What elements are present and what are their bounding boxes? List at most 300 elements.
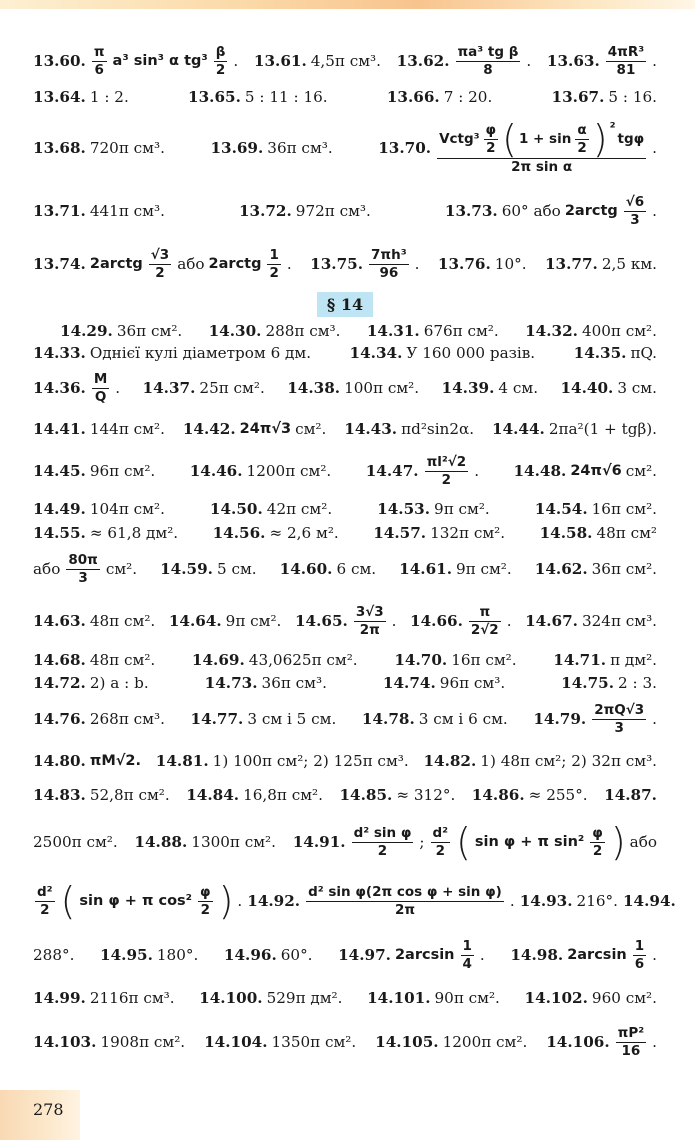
denominator: 3 <box>78 569 88 586</box>
answer-text: 60° або <box>501 202 561 220</box>
answer-number: 13.66. <box>386 88 440 106</box>
answer-text: 1) 100π см²; 2) 125π см³. <box>212 752 409 770</box>
answer-number: 14.46. <box>189 462 243 480</box>
punct: . <box>652 710 657 728</box>
numerator: d² sin φ(2π cos φ + sin φ) <box>308 883 502 900</box>
answer-line <box>33 648 657 672</box>
answer-14-60 <box>280 560 377 578</box>
denominator: 2 <box>486 139 496 156</box>
answer-line <box>33 40 657 82</box>
answer-number: 14.43. <box>344 420 398 438</box>
answer-text: 1 : 2. <box>89 88 129 106</box>
fraction <box>92 371 109 406</box>
answer-line <box>33 364 657 412</box>
denominator: 2 <box>40 901 50 918</box>
answer-14-87 <box>604 786 657 804</box>
denominator: Q <box>94 388 107 405</box>
answer-14-30 <box>209 322 341 340</box>
denominator: 2 <box>200 901 211 918</box>
answer-14-37 <box>143 379 265 397</box>
answer-14-69 <box>192 651 358 669</box>
answer-number: 14.36. <box>33 379 86 397</box>
answer-14-61 <box>399 560 512 578</box>
answer-text: 36π см². <box>591 560 657 578</box>
answer-number: 14.57. <box>373 524 427 542</box>
answer-14-62 <box>535 560 657 578</box>
answer-number: 14.64. <box>168 612 222 630</box>
answer-14-97 <box>338 938 485 973</box>
answer-number: 13.69. <box>210 139 264 157</box>
answer-line <box>33 1016 657 1068</box>
answer-14-94-cont <box>33 946 74 964</box>
denominator: 16 <box>621 1042 641 1059</box>
formula-text: πM√2. <box>89 753 142 769</box>
answer-number: 14.40. <box>560 379 614 397</box>
answer-line <box>33 522 657 544</box>
answer-text: 1200π см². <box>246 462 332 480</box>
answer-14-64 <box>169 612 282 630</box>
answer-text: 60°. <box>280 946 313 964</box>
answer-number: 14.83. <box>33 786 86 804</box>
answer-text: 7 : 20. <box>443 88 493 106</box>
fraction <box>575 122 588 157</box>
answer-number: 13.73. <box>444 202 498 220</box>
numerator: β <box>215 43 226 60</box>
punct: . <box>652 202 657 220</box>
answer-14-33 <box>33 344 311 362</box>
answer-number: 13.70. <box>378 139 432 157</box>
answer-number: 14.56. <box>212 524 266 542</box>
answer-text: 9π см². <box>434 500 490 518</box>
formula-text: sin φ + π sin² <box>474 834 585 850</box>
answer-text: ≈ 2,6 м². <box>269 524 339 542</box>
punct: . <box>652 1033 657 1051</box>
formula-text: 1 + sin <box>518 130 572 147</box>
answer-number: 14.99. <box>33 989 86 1007</box>
answer-number: 14.61. <box>399 560 453 578</box>
answer-13-62 <box>397 44 532 79</box>
answer-13-72 <box>239 202 371 220</box>
answer-text: πd²sin2α. <box>401 420 475 438</box>
answer-text: 1350π см². <box>271 1033 357 1051</box>
answer-14-102 <box>525 989 657 1007</box>
answer-number: 14.71. <box>553 651 607 669</box>
answer-text: 216°. <box>576 892 618 910</box>
fraction <box>425 454 469 489</box>
answer-number: 13.68. <box>33 139 86 157</box>
answer-text: см². <box>295 420 327 438</box>
denominator: 2π <box>359 621 380 638</box>
fraction <box>590 825 605 860</box>
answer-line <box>33 930 657 980</box>
punct: . <box>237 892 243 910</box>
answer-14-91-cont <box>33 879 243 923</box>
answer-14-80 <box>33 752 141 770</box>
denominator: 3 <box>614 719 624 736</box>
answer-13-69 <box>210 139 332 157</box>
answer-text: 5 : 16. <box>608 88 657 106</box>
answer-text: 16,8π см². <box>243 786 323 804</box>
answer-line <box>33 446 657 496</box>
answer-13-73 <box>445 194 657 229</box>
answer-number: 14.80. <box>33 752 86 770</box>
answer-line <box>33 320 657 342</box>
answer-14-96 <box>224 946 313 964</box>
answer-number: 14.77. <box>190 710 244 728</box>
answer-text: 1200π см². <box>442 1033 528 1051</box>
answer-text: 9π см². <box>225 612 282 630</box>
punct: . <box>479 946 485 964</box>
answer-text: 96π см². <box>89 462 156 480</box>
top-decorative-bar <box>0 0 695 9</box>
fraction <box>352 825 414 860</box>
answer-text: 288°. <box>33 946 75 964</box>
numerator: 2πQ√3 <box>594 701 645 718</box>
answer-13-75 <box>310 247 419 282</box>
answer-text: 100π см². <box>344 379 420 397</box>
answer-14-39 <box>442 379 539 397</box>
numerator: α <box>577 121 587 138</box>
answer-number: 13.75. <box>310 255 364 273</box>
answer-text: 16π см². <box>451 651 517 669</box>
answer-text: ≈ 255°. <box>528 786 588 804</box>
answer-number: 14.81. <box>155 752 209 770</box>
answer-14-104 <box>204 1033 356 1051</box>
paren-right: ) <box>218 879 234 923</box>
answers-content <box>33 40 676 1068</box>
answer-13-65 <box>188 88 328 106</box>
answer-14-77 <box>191 710 337 728</box>
page-number: 278 <box>33 1100 64 1119</box>
answer-number: 14.41. <box>33 420 86 438</box>
answer-number: 13.74. <box>33 255 86 273</box>
answer-text: ≈ 61,8 дм². <box>89 524 179 542</box>
numerator: d² sin φ <box>353 824 412 841</box>
answer-13-63 <box>547 44 657 79</box>
fraction <box>431 825 451 860</box>
answer-number: 14.39. <box>441 379 495 397</box>
answer-text: 2πa²(1 + tgβ). <box>548 420 657 438</box>
exponent: ² <box>609 120 616 136</box>
denominator: 6 <box>634 955 645 972</box>
answer-text: 2500π см². <box>33 833 118 851</box>
answer-number: 13.60. <box>33 52 86 70</box>
answer-14-78 <box>362 710 508 728</box>
numerator: √3 <box>150 246 170 263</box>
fraction <box>369 247 409 282</box>
page-number-tab <box>0 1090 80 1140</box>
answer-number: 14.72. <box>33 674 86 692</box>
formula-text: sin φ + π cos² <box>79 893 193 909</box>
section-heading <box>33 292 657 317</box>
answer-14-82 <box>423 752 657 770</box>
answer-text: 720π см³. <box>89 139 165 157</box>
answer-text: π дм². <box>610 651 657 669</box>
paren-left: ( <box>456 820 471 864</box>
formula-text: 24π√6 <box>570 463 622 479</box>
numerator: πP² <box>617 1024 645 1041</box>
answer-text: 180°. <box>156 946 199 964</box>
fraction <box>606 44 646 79</box>
answer-14-70 <box>394 651 516 669</box>
answer-14-46 <box>190 462 332 480</box>
answer-14-63 <box>33 612 155 630</box>
paren-left: ( <box>60 879 76 923</box>
denominator: 2π <box>394 901 416 918</box>
answer-14-48 <box>513 462 657 480</box>
answer-14-57 <box>373 524 505 542</box>
answer-text: 48π см². <box>89 651 156 669</box>
answer-number: 13.63. <box>546 52 600 70</box>
punct: . <box>115 379 121 397</box>
answer-number: 14.103. <box>33 1033 97 1051</box>
fraction <box>306 884 504 919</box>
answer-number: 14.38. <box>287 379 341 397</box>
answer-text: 400π см². <box>581 322 657 340</box>
answer-14-76 <box>33 710 165 728</box>
answer-line <box>33 694 657 744</box>
answer-14-71 <box>553 651 657 669</box>
answer-14-53 <box>377 500 490 518</box>
answer-number: 14.58. <box>539 524 593 542</box>
numerator: 80π <box>68 551 98 568</box>
answer-text: 96π см³. <box>439 674 506 692</box>
answer-text: 132π см². <box>430 524 506 542</box>
punct: . <box>233 52 239 70</box>
numerator: πa³ tg β <box>457 43 519 60</box>
punct: ; <box>419 833 425 851</box>
numerator <box>437 117 646 161</box>
answer-text: 6 см. <box>336 560 377 578</box>
answer-text: πQ. <box>630 344 657 362</box>
answer-number: 14.88. <box>134 833 188 851</box>
answer-line <box>33 238 657 290</box>
numerator: M <box>93 370 108 387</box>
answer-14-72 <box>33 674 149 692</box>
answer-14-67 <box>525 612 657 630</box>
answer-number: 13.77. <box>544 255 598 273</box>
denominator: 3 <box>630 211 640 228</box>
answer-number: 14.91. <box>292 833 346 851</box>
answer-13-71 <box>33 202 165 220</box>
answer-number: 13.65. <box>188 88 241 106</box>
answer-14-36 <box>33 371 120 406</box>
answer-13-77 <box>545 255 657 273</box>
answer-number: 14.101. <box>367 989 431 1007</box>
answer-14-45 <box>33 462 155 480</box>
answer-14-58-cont <box>33 552 137 587</box>
answer-text: 43,0625π см². <box>248 651 358 669</box>
fraction <box>267 247 280 282</box>
fraction <box>66 552 99 587</box>
answer-text: 144π см². <box>89 420 165 438</box>
answer-14-66 <box>410 604 511 639</box>
answer-text: 48π см². <box>89 612 156 630</box>
denominator: 96 <box>379 264 399 281</box>
answer-number: 14.93. <box>519 892 573 910</box>
answer-number: 13.76. <box>437 255 491 273</box>
answer-14-29 <box>60 322 182 340</box>
fraction <box>149 247 171 282</box>
answer-number: 14.31. <box>366 322 420 340</box>
answer-number: 14.44. <box>492 420 545 438</box>
answer-number: 14.100. <box>199 989 263 1007</box>
denominator: 2 <box>269 264 279 281</box>
answer-number: 14.35. <box>573 344 627 362</box>
punct: . <box>652 52 657 70</box>
answer-14-43 <box>344 420 474 438</box>
answer-14-73 <box>205 674 327 692</box>
answer-14-92 <box>247 884 514 919</box>
denominator: 2 <box>592 842 603 859</box>
denominator: 2 <box>577 139 587 156</box>
denominator: 8 <box>483 61 493 78</box>
answer-14-50 <box>210 500 332 518</box>
answer-14-31 <box>367 322 499 340</box>
punct: . <box>286 255 292 273</box>
answer-number: 14.30. <box>208 322 262 340</box>
answer-text: 441π см³. <box>89 202 165 220</box>
answer-number: 14.55. <box>33 524 86 542</box>
fraction <box>592 702 646 737</box>
answer-13-74 <box>33 247 292 282</box>
answer-number: 14.68. <box>33 651 86 669</box>
answer-number: 14.92. <box>247 892 301 910</box>
answer-number: 14.37. <box>142 379 196 397</box>
answer-14-56 <box>213 524 339 542</box>
numerator: d² <box>432 824 449 841</box>
answer-number: 14.84. <box>186 786 240 804</box>
answer-number: 14.82. <box>423 752 477 770</box>
answer-14-54 <box>535 500 657 518</box>
answer-number: 13.72. <box>238 202 292 220</box>
answer-number: 14.96. <box>223 946 277 964</box>
answer-number: 14.73. <box>204 674 258 692</box>
answer-14-47 <box>366 454 479 489</box>
fraction <box>616 1025 647 1060</box>
answer-14-34 <box>350 344 536 362</box>
answer-text: см². <box>625 462 657 480</box>
answer-13-68 <box>33 139 165 157</box>
numerator: 7πh³ <box>371 246 407 263</box>
answer-14-42 <box>183 420 327 438</box>
punct: . <box>652 946 657 964</box>
denominator: 2 <box>377 842 388 859</box>
answer-number: 14.104. <box>204 1033 268 1051</box>
fraction <box>624 194 646 229</box>
punct: . <box>506 612 512 630</box>
answer-line <box>33 672 657 694</box>
numerator: d² <box>37 883 53 900</box>
formula-text: a³ sin³ α tg³ <box>112 53 208 69</box>
answer-14-58 <box>540 524 657 542</box>
answer-text: 3 см. <box>617 379 657 397</box>
answer-text: 1908π см². <box>100 1033 186 1051</box>
answer-number: 14.49. <box>33 500 86 518</box>
fraction <box>198 884 213 919</box>
punct: . <box>391 612 397 630</box>
answer-number: 14.79. <box>533 710 587 728</box>
answer-13-64 <box>33 88 129 106</box>
answer-number: 14.94. <box>622 892 676 910</box>
answer-number: 14.29. <box>60 322 113 340</box>
answer-number: 14.54. <box>534 500 588 518</box>
answer-number: 14.48. <box>513 462 567 480</box>
answer-number: 14.97. <box>338 946 391 964</box>
answer-14-81 <box>156 752 409 770</box>
answer-text: Однієї кулі діаметром 6 дм. <box>89 344 312 362</box>
numerator: π <box>479 603 491 620</box>
answer-14-101 <box>367 989 500 1007</box>
answer-line <box>33 496 657 522</box>
numerator: 1 <box>269 246 279 263</box>
answer-text: 10°. <box>494 255 527 273</box>
answer-number: 14.86. <box>471 786 525 804</box>
answer-number: 14.95. <box>100 946 153 964</box>
answer-14-68 <box>33 651 155 669</box>
answer-line <box>33 872 676 930</box>
answer-14-85 <box>339 786 455 804</box>
formula-text: Vctg³ <box>439 130 480 147</box>
answer-14-55 <box>33 524 178 542</box>
answer-number: 13.67. <box>551 88 605 106</box>
answer-14-106 <box>546 1025 657 1060</box>
answer-number: 14.98. <box>510 946 564 964</box>
formula-text: 2arctg <box>564 203 618 219</box>
numerator: φ <box>592 824 603 841</box>
answer-text: 972π см³. <box>295 202 371 220</box>
numerator: φ <box>200 883 211 900</box>
answer-14-91 <box>292 820 657 864</box>
answer-14-105 <box>375 1033 527 1051</box>
answer-13-76 <box>438 255 527 273</box>
answer-number: 14.62. <box>534 560 588 578</box>
answer-text: 16π см². <box>591 500 657 518</box>
formula-text: 2arctg <box>208 256 262 272</box>
punct: . <box>652 139 657 157</box>
answer-text: 5 см. <box>216 560 257 578</box>
numerator: 1 <box>462 937 472 954</box>
formula-text: 2arcsin <box>394 947 455 963</box>
numerator: √6 <box>625 193 645 210</box>
answer-text: 2,5 км. <box>601 255 657 273</box>
answer-text: 5 : 11 : 16. <box>244 88 328 106</box>
answer-text: 2116π см³. <box>89 989 175 1007</box>
numerator: πl²√2 <box>426 453 467 470</box>
answer-text: 4 см. <box>498 379 539 397</box>
denominator: 2√2 <box>470 621 499 638</box>
answer-number: 14.74. <box>382 674 436 692</box>
answer-text: 2 : 3. <box>618 674 657 692</box>
answer-line <box>33 594 657 648</box>
answer-text: 36π см³. <box>267 139 333 157</box>
answer-14-98 <box>510 938 657 973</box>
answer-text: 3 см і 5 см. <box>247 710 337 728</box>
answer-text: У 160 000 разів. <box>406 344 536 362</box>
answer-14-93 <box>520 892 618 910</box>
answer-text: 1) 48π см²; 2) 32π см³. <box>480 752 657 770</box>
answer-text: ≈ 312°. <box>396 786 456 804</box>
answer-14-84 <box>186 786 323 804</box>
answer-text: 90π см². <box>434 989 500 1007</box>
answer-text: або <box>33 560 61 578</box>
answer-14-88 <box>134 833 276 851</box>
answer-number: 14.75. <box>561 674 615 692</box>
answer-text: 676π см². <box>423 322 499 340</box>
answer-number: 14.47. <box>365 462 419 480</box>
answer-14-94 <box>623 892 676 910</box>
answer-line <box>33 778 657 812</box>
